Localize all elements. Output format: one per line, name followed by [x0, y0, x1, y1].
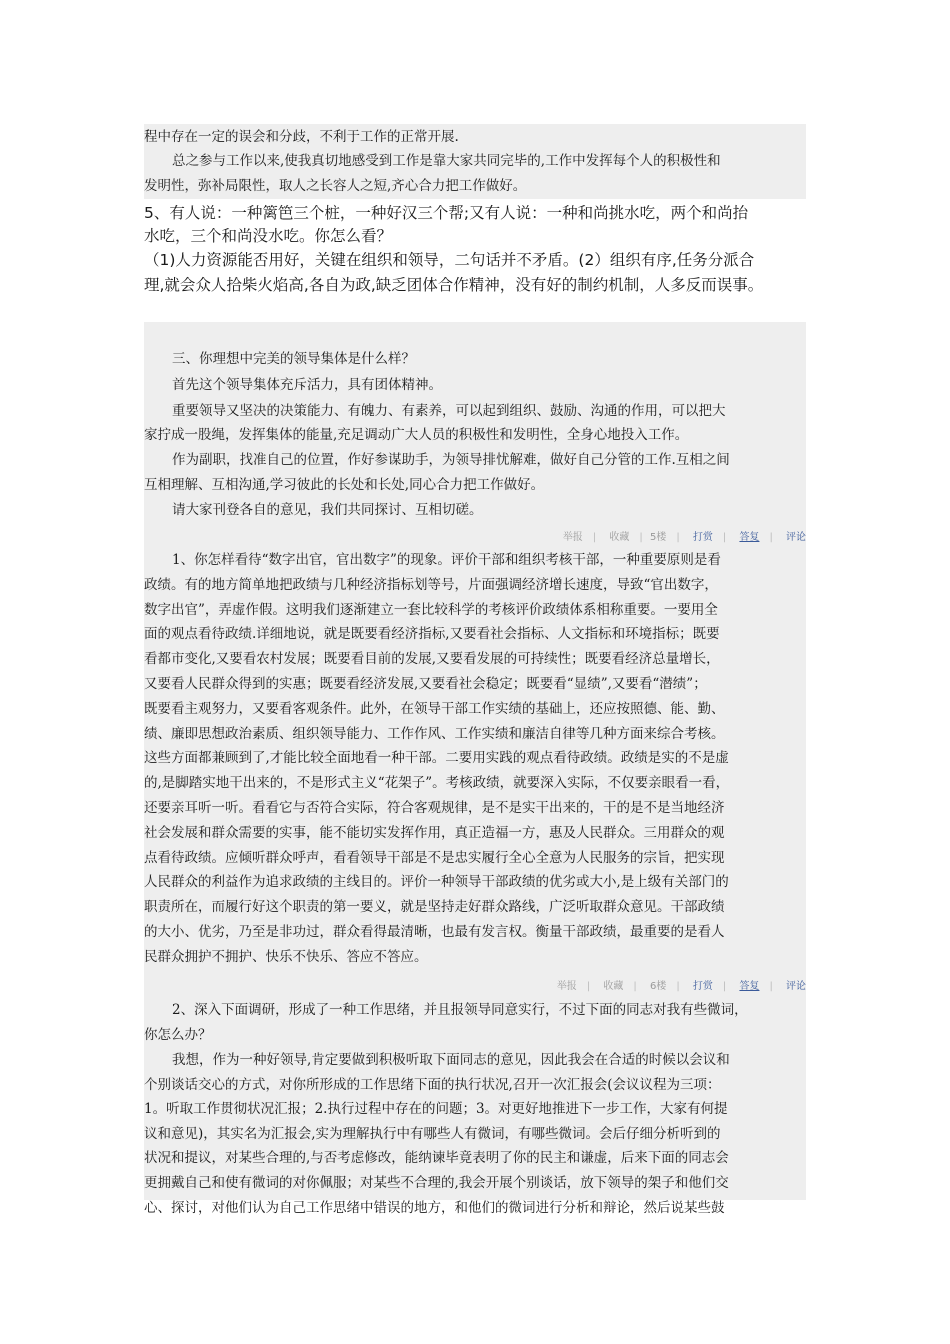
tip-link[interactable]: 打赏: [692, 981, 713, 992]
text-line: 的大小、优劣，乃至是非功过，群众看得最清晰，也最有发言权。衡量干部政绩，最重要的是看人: [144, 924, 725, 940]
text-line: 重要领导又坚决的决策能力、有魄力、有素养，可以起到组织、鼓励、沟通的作用，可以把大: [172, 403, 726, 419]
text-line: 你怎么办？: [144, 1026, 212, 1043]
collect-link[interactable]: 收藏: [603, 981, 624, 992]
text-line: 1、你怎样看待“数字出官，官出数字”的现象。评价干部和组织考核干部，一种重要原则是看: [172, 552, 721, 568]
text-line: 状况和提议，对某些合理的,与否考虑修改，能纳谏毕竟表明了你的民主和谦虚，后来下面的同志会: [144, 1150, 729, 1167]
floor-label: 6楼: [649, 981, 667, 992]
collect-link[interactable]: 收藏: [609, 532, 630, 543]
text-line: 看都市变化,又要看农村发展；既要看目前的发展,又要看发展的可持续性；既要看经济总量增长，: [144, 651, 720, 668]
text-line: 数字出官”，弄虚作假。这明我们逐渐建立一套比较科学的考核评价政绩体系相称重要。一要用全: [144, 601, 718, 618]
text-line: 的,是脚踏实地干出来的，不是形式主义“花架子”。考核政绩，就要深入实际，不仅要亲眼看一看，: [144, 775, 730, 792]
text-line: 还要亲耳听一听。看看它与否符合实际，符合客观规律，是不是实干出来的，干的是不是当地经济: [144, 800, 725, 816]
report-link[interactable]: 举报: [562, 532, 583, 543]
text-line: 作为副职，找准自己的位置，作好参谋助手，为领导排忧解难，做好自己分管的工作.互相之间: [172, 452, 730, 468]
text-line: 绩、廉即思想政治素质、组织领导能力、工作作风、工作实绩和廉洁自律等几种方面来综合考核。: [144, 725, 725, 742]
text-line: 既要看主观努力，又要看客观条件。此外，在领导干部工作实绩的基础上，还应按照德、能、勤、: [144, 700, 725, 717]
text-line: 首先这个领导集体充斥活力，具有团体精神。: [172, 377, 442, 393]
question-line: 水吃，三个和尚没水吃。你怎么看？: [144, 227, 393, 245]
text-line: 请大家刊登各自的意见，我们共同探讨、互相切磋。: [172, 502, 483, 518]
text-line: 家拧成一股绳，发挥集体的能量,充足调动广大人员的积极性和发明性，全身心地投入工作。: [144, 427, 689, 443]
section-title: 三、你理想中完美的领导集体是什么样？: [172, 351, 415, 367]
tip-link[interactable]: 打赏: [692, 532, 713, 543]
text-line: 心、探讨，对他们认为自己工作思绪中错误的地方，和他们的微词进行分析和辩论，然后说某些鼓: [144, 1199, 725, 1216]
text-line: 点看待政绩。应倾听群众呼声，看看领导干部是不是忠实履行全心全意为人民服务的宗旨，把实现: [144, 849, 725, 866]
text-line: 总之参与工作以来,使我真切地感受到工作是靠大家共同完毕的,工作中发挥每个人的积极性和: [172, 153, 721, 169]
text-line: 2、深入下面调研，形成了一种工作思绪，并且报领导同意实行，不过下面的同志对我有些微词，: [172, 1002, 748, 1018]
text-line: 这些方面都兼顾到了,才能比较全面地看一种干部。二要用实践的观点看待政绩。政绩是实的不是虚: [144, 750, 729, 767]
text-line: 社会发展和群众需要的实事，能不能切实发挥作用，真正造福一方，惠及人民群众。三用群众的观: [144, 824, 725, 841]
text-line: 职责所在，而履行好这个职责的第一要义，就是坚持走好群众路线，广泛听取群众意见。干部政绩: [144, 899, 725, 916]
text-line: 民群众拥护不拥护、快乐不快乐、答应不答应。: [144, 948, 428, 965]
comment-link[interactable]: 评论: [786, 532, 806, 543]
post-actions: 举报 | 收藏 | 6楼 | 打赏 | 答复 | 评论: [144, 977, 806, 992]
text-line: 1。听取工作贯彻状况汇报；2.执行过程中存在的问题；3。对更好地推进下一步工作，大家有何提: [144, 1101, 728, 1118]
comment-link[interactable]: 评论: [786, 981, 806, 992]
text-line: 我想，作为一种好领导,肯定要做到积极听取下面同志的意见，因此我会在合适的时候以会议和: [172, 1052, 730, 1068]
question-line: 5、有人说：一种篱笆三个桩，一种好汉三个帮;又有人说：一种和尚挑水吃，两个和尚抬: [144, 204, 749, 222]
text-line: 互相理解、互相沟通,学习彼此的长处和长处,同心合力把工作做好。: [144, 477, 545, 493]
floor-label: 5楼: [649, 532, 667, 543]
text-line: 政绩。有的地方简单地把政绩与几种经济指标划等号，片面强调经济增长速度，导致“官出数字，: [144, 576, 718, 593]
text-line: 人民群众的利益作为追求政绩的主线目的。评价一种领导干部政绩的优劣或大小,是上级有关部门的: [144, 874, 729, 891]
answer-line: 理,就会众人拾柴火焰高,各自为政,缺乏团体合作精神，没有好的制约机制，人多反而误事。: [144, 276, 764, 294]
text-line: 更拥戴自己和使有微词的对你佩服；对某些不合理的,我会开展个别谈话，放下领导的架子和他们交: [144, 1175, 729, 1191]
text-line: 程中存在一定的误会和分歧，不利于工作的正常开展.: [144, 129, 459, 145]
post-actions: 举报 | 收藏 | 5楼 | 打赏 | 答复 | 评论: [144, 528, 806, 543]
text-line: 发明性，弥补局限性，取人之长容人之短,齐心合力把工作做好。: [144, 178, 527, 194]
text-line: 面的观点看待政绩.详细地说，就是既要看经济指标,又要看社会指标、人文指标和环境指标；既要: [144, 626, 720, 643]
text-line: 又要看人民群众得到的实惠；既要看经济发展,又要看社会稳定；既要看“显绩”,又要看“潜绩”；: [144, 676, 707, 692]
answer-line: （1)人力资源能否用好，关键在组织和领导，二句话并不矛盾。(2）组织有序,任务分派合: [144, 251, 755, 269]
reply-link[interactable]: 答复: [739, 981, 760, 992]
text-line: 个别谈话交心的方式，对你所形成的工作思绪下面的执行状况,召开一次汇报会(会议议程为三项：: [144, 1076, 721, 1093]
report-link[interactable]: 举报: [556, 981, 577, 992]
reply-link[interactable]: 答复: [739, 532, 760, 543]
text-line: 议和意见)，其实名为汇报会,实为理解执行中有哪些人有微词，有哪些微词。会后仔细分析听到的: [144, 1125, 721, 1142]
